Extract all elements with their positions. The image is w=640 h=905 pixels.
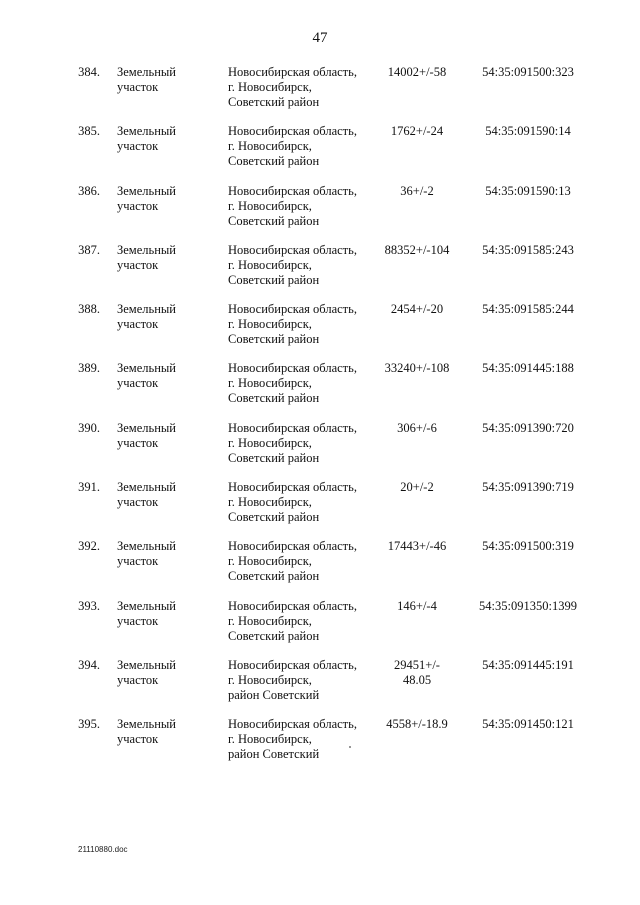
cadastral-number: 54:35:091590:14 xyxy=(485,124,571,139)
cadastral-number: 54:35:091350:1399 xyxy=(479,598,577,613)
address-line: Советский район xyxy=(228,450,320,465)
address-line: Новосибирская область, xyxy=(228,361,357,376)
scan-speck xyxy=(349,746,351,748)
cadastral-number: 54:35:091585:244 xyxy=(482,302,574,317)
area-line: 48.05 xyxy=(402,672,432,687)
address-line: г. Новосибирск, xyxy=(228,139,312,154)
table-row xyxy=(0,480,640,539)
address-line: Новосибирская область, xyxy=(228,717,357,732)
address xyxy=(228,421,368,466)
address xyxy=(228,302,368,347)
object-type-line: участок xyxy=(117,198,159,213)
area-line: 14002+/-58 xyxy=(387,65,447,79)
address-line: Советский район xyxy=(228,213,320,228)
address xyxy=(228,717,368,762)
address-line: Новосибирская область, xyxy=(228,657,357,672)
address-line: г. Новосибирск, xyxy=(228,198,312,213)
address-line: Советский район xyxy=(228,569,320,584)
object-type-line: Земельный xyxy=(117,242,176,257)
cadastral-number: 54:35:091500:319 xyxy=(482,539,574,554)
address-line: г. Новосибирск, xyxy=(228,613,312,628)
row-number: 393. xyxy=(78,598,100,613)
table-row xyxy=(0,302,640,361)
table-row xyxy=(0,124,640,183)
object-type-line: Земельный xyxy=(117,124,176,139)
row-number: 385. xyxy=(78,124,100,139)
address xyxy=(228,480,368,525)
area-line: 306+/-6 xyxy=(397,420,437,435)
address-line: Новосибирская область, xyxy=(228,480,357,495)
table-row xyxy=(0,65,640,124)
area xyxy=(372,539,462,554)
cadastral-number: 54:35:091585:243 xyxy=(482,242,574,257)
object-type-line: Земельный xyxy=(117,717,176,732)
area xyxy=(372,243,462,258)
address-line: Советский район xyxy=(228,272,320,287)
area xyxy=(372,717,462,732)
row-number: 387. xyxy=(78,242,100,257)
address-line: Новосибирская область, xyxy=(228,302,357,317)
address-line: г. Новосибирск, xyxy=(228,732,312,747)
address-line: Советский район xyxy=(228,628,320,643)
row-number: 395. xyxy=(78,717,100,732)
table-row xyxy=(0,361,640,420)
cadastral-number: 54:35:091500:323 xyxy=(482,65,574,79)
cadastral-number: 54:35:091450:121 xyxy=(482,717,574,732)
row-number: 391. xyxy=(78,480,100,495)
object-type xyxy=(117,599,212,629)
address xyxy=(228,599,368,644)
row-number: 394. xyxy=(78,657,100,672)
table-row xyxy=(0,658,640,717)
address-line: Новосибирская область, xyxy=(228,124,357,139)
object-type-line: участок xyxy=(117,495,159,510)
area xyxy=(372,599,462,614)
address xyxy=(228,658,368,703)
address-line: г. Новосибирск, xyxy=(228,554,312,569)
address-line: г. Новосибирск, xyxy=(228,80,312,94)
row-number: 384. xyxy=(78,65,100,79)
table-row xyxy=(0,599,640,658)
object-type xyxy=(117,361,212,391)
object-type-line: Земельный xyxy=(117,539,176,554)
object-type xyxy=(117,184,212,214)
object-type xyxy=(117,480,212,510)
address-line: Советский район xyxy=(228,391,320,406)
cadastral-number: 54:35:091445:191 xyxy=(482,657,574,672)
footer-filename: 21110880.doc xyxy=(78,845,128,854)
cadastral-number: 54:35:091590:13 xyxy=(485,183,571,198)
table-row xyxy=(0,539,640,598)
address xyxy=(228,124,368,169)
object-type xyxy=(117,658,212,688)
cadastral-number: 54:35:091390:719 xyxy=(482,480,574,495)
area xyxy=(372,65,462,80)
cadastral-number: 54:35:091390:720 xyxy=(482,420,574,435)
area-line: 146+/-4 xyxy=(397,598,437,613)
object-type xyxy=(117,302,212,332)
address-line: г. Новосибирск, xyxy=(228,495,312,510)
area xyxy=(372,421,462,436)
object-type-line: Земельный xyxy=(117,480,176,495)
address-line: Советский район xyxy=(228,510,320,525)
address-line: г. Новосибирск, xyxy=(228,435,312,450)
table-row xyxy=(0,421,640,480)
object-type xyxy=(117,539,212,569)
area-line: 88352+/-104 xyxy=(384,242,450,257)
address xyxy=(228,243,368,288)
row-number: 389. xyxy=(78,361,100,376)
table-row xyxy=(0,717,640,776)
address-line: г. Новосибирск, xyxy=(228,376,312,391)
object-type-line: Земельный xyxy=(117,420,176,435)
address-line: Советский район xyxy=(228,332,320,347)
area-line: 29451+/- xyxy=(394,657,440,672)
row-number: 388. xyxy=(78,302,100,317)
area-line: 17443+/-46 xyxy=(387,539,447,554)
object-type-line: участок xyxy=(117,672,159,687)
object-type xyxy=(117,421,212,451)
address xyxy=(228,184,368,229)
table-row xyxy=(0,243,640,302)
address xyxy=(228,361,368,406)
cadastral-number: 54:35:091445:188 xyxy=(482,361,574,376)
address-line: Новосибирская область, xyxy=(228,539,357,554)
area-line: 36+/-2 xyxy=(400,183,434,198)
area xyxy=(372,184,462,199)
address-line: Новосибирская область, xyxy=(228,598,357,613)
object-type-line: участок xyxy=(117,435,159,450)
object-type-line: Земельный xyxy=(117,361,176,376)
object-type-line: участок xyxy=(117,732,159,747)
page-number: 47 xyxy=(312,30,328,46)
object-type-line: Земельный xyxy=(117,302,176,317)
address-line: Советский район xyxy=(228,154,320,169)
address-line: Советский район xyxy=(228,95,320,109)
address-line: г. Новосибирск, xyxy=(228,257,312,272)
area-line: 33240+/-108 xyxy=(384,361,450,376)
table-row xyxy=(0,184,640,243)
area xyxy=(372,658,462,688)
object-type-line: Земельный xyxy=(117,183,176,198)
object-type-line: участок xyxy=(117,613,159,628)
object-type-line: участок xyxy=(117,257,159,272)
area-line: 1762+/-24 xyxy=(390,124,444,139)
area xyxy=(372,361,462,376)
area-line: 4558+/-18.9 xyxy=(386,717,448,732)
address-line: Новосибирская область, xyxy=(228,65,357,79)
object-type-line: участок xyxy=(117,376,159,391)
address-line: г. Новосибирск, xyxy=(228,672,312,687)
address-line: район Советский xyxy=(228,747,320,762)
object-type xyxy=(117,243,212,273)
row-number: 392. xyxy=(78,539,100,554)
land-plot-table xyxy=(0,65,640,777)
address xyxy=(228,539,368,584)
object-type-line: участок xyxy=(117,139,159,154)
object-type-line: участок xyxy=(117,317,159,332)
row-number: 386. xyxy=(78,183,100,198)
object-type-line: Земельный xyxy=(117,65,176,79)
address-line: район Советский xyxy=(228,687,320,702)
address-line: г. Новосибирск, xyxy=(228,317,312,332)
object-type-line: Земельный xyxy=(117,657,176,672)
address-line: Новосибирская область, xyxy=(228,183,357,198)
area-line: 2454+/-20 xyxy=(390,302,444,317)
object-type xyxy=(117,124,212,154)
area xyxy=(372,302,462,317)
address-line: Новосибирская область, xyxy=(228,420,357,435)
object-type-line: участок xyxy=(117,554,159,569)
area-line: 20+/-2 xyxy=(400,480,434,495)
object-type xyxy=(117,65,212,95)
object-type-line: Земельный xyxy=(117,598,176,613)
address xyxy=(228,65,368,110)
row-number: 390. xyxy=(78,420,100,435)
area xyxy=(372,124,462,139)
address-line: Новосибирская область, xyxy=(228,242,357,257)
area xyxy=(372,480,462,495)
object-type xyxy=(117,717,212,747)
object-type-line: участок xyxy=(117,80,159,94)
